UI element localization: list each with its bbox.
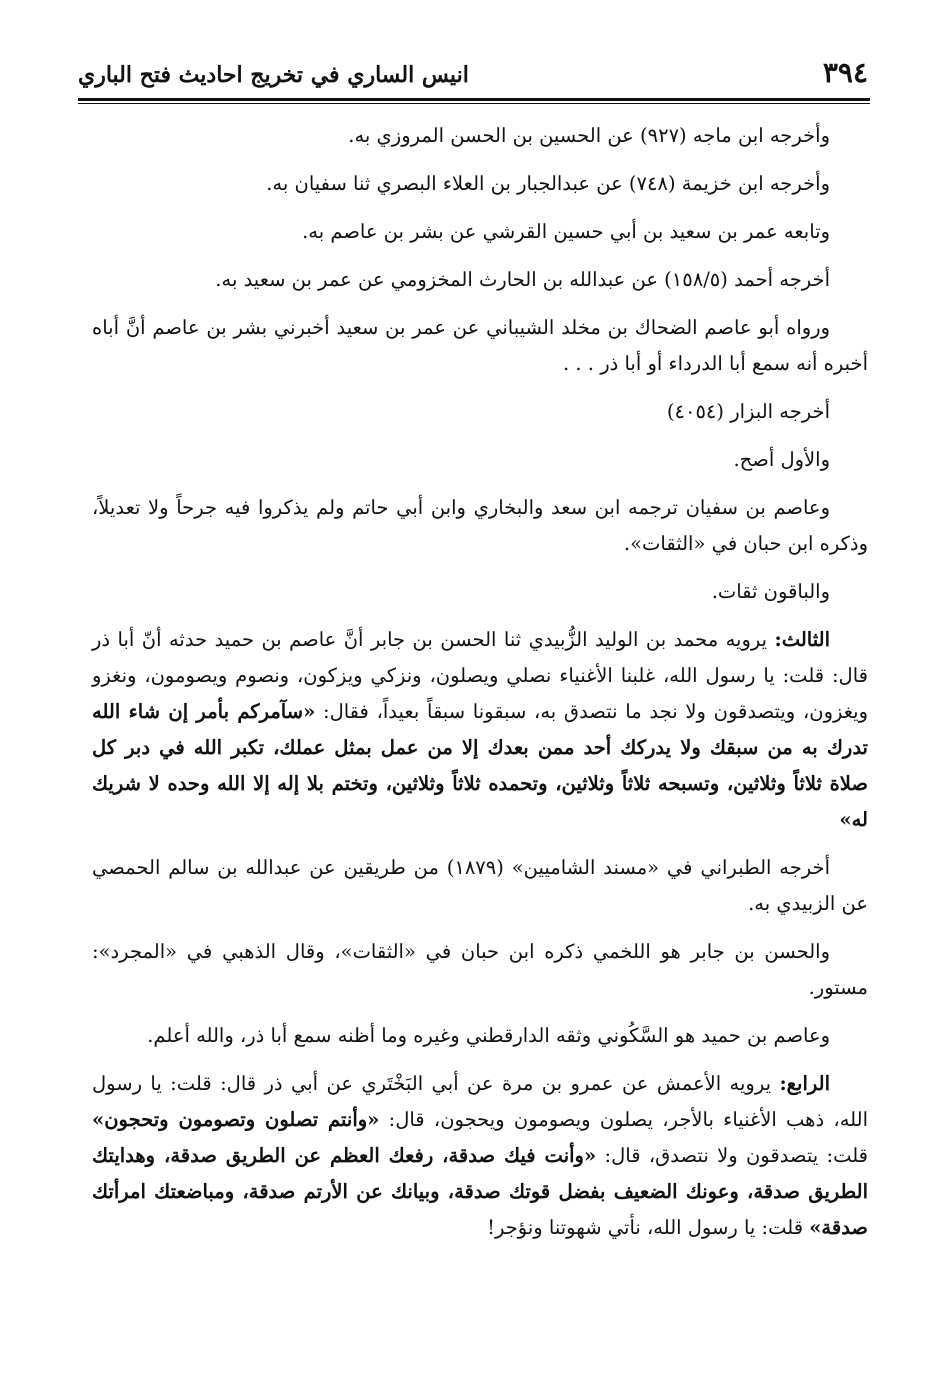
fourth-heading: الرابع:	[779, 1072, 830, 1095]
page-header	[78, 52, 868, 96]
fourth-text-1: يرويه الأعمش عن عمرو بن مرة عن أبي البَخْتَري عن أبي ذر قال: قلت: يا رسول الله، ذهب الأغنياء بالأجر، يصلون ويصومون ويحجون، قال:	[92, 1072, 868, 1131]
paragraph-mutabaah: وتابعه عمر بن سعيد بن أبي حسين القرشي عن بشر بن عاصم به.	[302, 220, 830, 243]
page-number: ٣٩٤	[822, 56, 868, 89]
paragraph-ibn-khuzaymah: وأخرجه ابن خزيمة (٧٤٨) عن عبدالجبار بن العلاء البصري ثنا سفيان به.	[266, 172, 830, 195]
third-text: يرويه محمد بن الوليد الزُّبيدي ثنا الحسن بن جابر أنَّ عاصم بن حميد حدثه أنّ أبا ذر قال: قلت: يا رسول الله، غلبنا الأغنياء نصلي ويصلون، ونزكي ويزكون، ونصوم ويصومون، ونغزو ويغزون، ويتصدقون ولا نجد ما نتصدق به، سبقونا سبقاً بعيداً، فقال:	[92, 628, 868, 723]
fourth-quote-2: «وأنت فيك صدقة، رفعك العظم عن الطريق صدقة، وهدايتك الطريق صدقة، وعونك الضعيف بفضل قوتك صدقة، وبيانك عن الأرتم صدقة، ومباضعتك امرأتك صدقة»	[92, 1144, 868, 1239]
paragraph-ahmad: أخرجه أحمد (١٥٨/٥) عن عبدالله بن الحارث المخزومي عن عمر بن سعيد به.	[215, 268, 830, 291]
page-body	[92, 118, 868, 1258]
paragraph-tabarani: أخرجه الطبراني في «مسند الشاميين» (١٨٧٩) من طريقين عن عبدالله بن سالم الحمصي عن الزبيدي به.	[92, 856, 868, 915]
paragraph-hasan-ibn-jabir: والحسن بن جابر هو اللخمي ذكره ابن حبان في «الثقات»، وقال الذهبي في «المجرد»: مستور.	[92, 940, 868, 999]
third-hadith-quote: «سآمركم بأمر إن شاء الله تدرك به من سبقك ولا يدركك أحد ممن بعدك إلا من عمل بمثل عملك، تكبر الله في دبر كل صلاة ثلاثاً وثلاثين، وتسبحه ثلاثاً وثلاثين، وتحمده ثلاثاً وثلاثين، وتختم بلا إله إلا الله وحده لا شريك له»	[92, 700, 868, 831]
fourth-quote-1: «وأنتم تصلون وتصومون وتحجون»	[92, 1108, 380, 1131]
paragraph-third-route	[92, 622, 868, 838]
paragraph-bazzar: أخرجه البزار (٤٠٥٤)	[666, 400, 830, 423]
header-rule	[78, 98, 870, 104]
third-heading: الثالث:	[774, 628, 830, 651]
paragraph-thiqat: والباقون ثقات.	[711, 580, 830, 603]
paragraph-abu-asim: ورواه أبو عاصم الضحاك بن مخلد الشيباني عن عمر بن سعيد أخبرني بشر بن عاصم أنَّ أباه أخبره أنه سمع أبا الدرداء أو أبا ذر . . .	[92, 316, 868, 375]
paragraph-asim-ibn-humayd: وعاصم بن حميد هو السَّكُوني وثقه الدارقطني وغيره وما أظنه سمع أبا ذر، والله أعلم.	[147, 1024, 830, 1047]
paragraph-asahh: والأول أصح.	[733, 448, 830, 471]
running-title: انيس الساري في تخريج احاديث فتح الباري	[78, 62, 469, 88]
paragraph-fourth-route	[92, 1066, 868, 1246]
paragraph-ibn-majah: وأخرجه ابن ماجه (٩٢٧) عن الحسين بن الحسن المروزي به.	[348, 124, 830, 147]
fourth-text-3: قلت: يا رسول الله، نأتي شهوتنا ونؤجر!	[487, 1216, 810, 1239]
paragraph-asim-ibn-sufyan: وعاصم بن سفيان ترجمه ابن سعد والبخاري وابن أبي حاتم ولم يذكروا فيه جرحاً ولا تعديلاً، وذكره ابن حبان في «الثقات».	[92, 496, 868, 555]
fourth-text-2: قلت: يتصدقون ولا نتصدق، قال:	[596, 1144, 868, 1167]
